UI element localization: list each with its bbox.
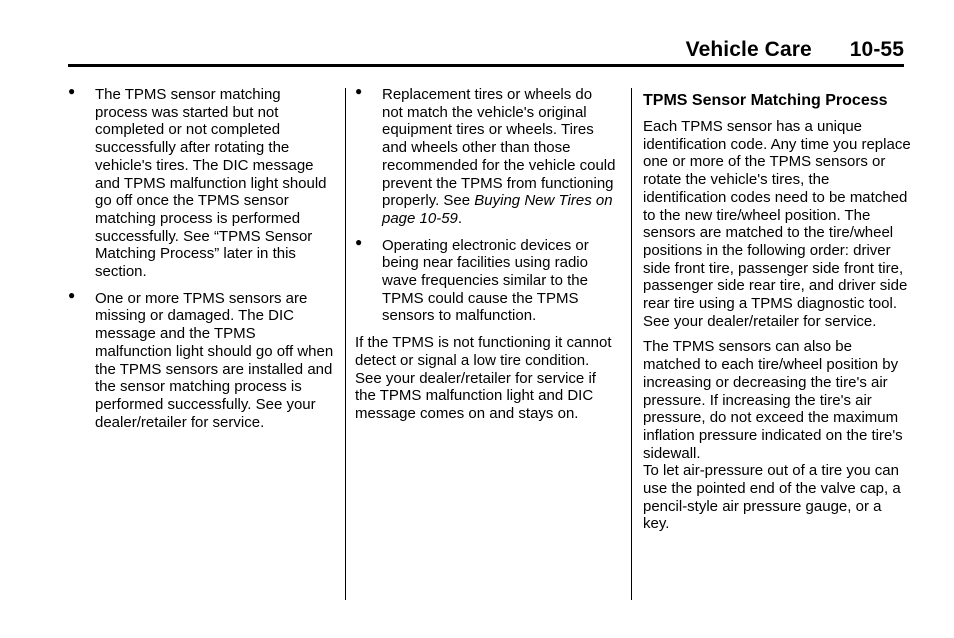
- bullet-text: Replacement tires or wheels do not match the vehicle's original equipment tires or wheels. Tires and wheels other than those recommended for the vehicle could prevent the TPMS from functioning properly. See: [382, 86, 616, 210]
- column-divider-2: [631, 88, 632, 600]
- bullet-text: The TPMS sensor matching process was started but not completed or not completed successfully after rotating the vehicle's tires. The DIC message and TPMS malfunction light should go off once the TPMS sensor matching process is performed successfully. See “TPMS Sensor Matching Process” later in this section.: [95, 86, 327, 281]
- bullet-icon: ●: [68, 287, 76, 302]
- body-paragraph: The TPMS sensors can also be matched to each tire/wheel position by increasing or decreasing the tire's air pressure. If increasing the tire's air pressure, do not exceed the maximum inflation pressure indicated on the tire's sidewall.: [643, 338, 903, 462]
- header-rule: [68, 64, 904, 67]
- body-paragraph: If the TPMS is not functioning it cannot detect or signal a low tire condition. See your dealer/retailer for service if the TPMS malfunction light and DIC message comes on and stays on.: [355, 334, 612, 422]
- bullet-icon: ●: [355, 84, 363, 98]
- bullet-item: [68, 86, 336, 281]
- bullet-item: [355, 234, 617, 326]
- column-divider-1: [345, 88, 346, 600]
- column-3: [643, 86, 911, 541]
- body-paragraph: To let air-pressure out of a tire you can use the pointed end of the valve cap, a pencil-style air pressure gauge, or a key.: [643, 462, 901, 533]
- page-header: [686, 38, 904, 62]
- column-1: [68, 86, 336, 440]
- bullet-item: [68, 287, 336, 432]
- bullet-text: Operating electronic devices or being near facilities using radio wave frequencies similar to the TPMS could cause the TPMS sensors to malfunction.: [382, 236, 589, 325]
- bullet-text-end: .: [457, 209, 463, 227]
- bullet-text: One or more TPMS sensors are missing or damaged. The DIC message and the TPMS malfunction light should go off when the TPMS sensors are installed and the sensor matching process is performed successfully. See your dealer/retailer for service.: [95, 289, 334, 431]
- bullet-item: [355, 86, 617, 228]
- column-2: [355, 86, 617, 431]
- bullet-icon: ●: [355, 234, 363, 249]
- section-heading: TPMS Sensor Matching Process: [643, 92, 888, 109]
- page-number: 10-55: [849, 38, 904, 61]
- bullet-icon: ●: [68, 84, 76, 98]
- section-title: Vehicle Care: [685, 38, 812, 61]
- body-paragraph: Each TPMS sensor has a unique identification code. Any time you replace one or more of the TPMS sensors or rotate the vehicle's tires, the identification codes need to be matched to the new tire/wheel position. The sensors are matched to the tire/wheel positions in the following order: driver side front tire, passenger side front tire, passenger side rear tire, and driver side rear tire using a TPMS diagnostic tool. See your dealer/retailer for service.: [643, 118, 911, 330]
- cross-reference-link[interactable]: Buying New Tires on page 10-59: [382, 192, 613, 227]
